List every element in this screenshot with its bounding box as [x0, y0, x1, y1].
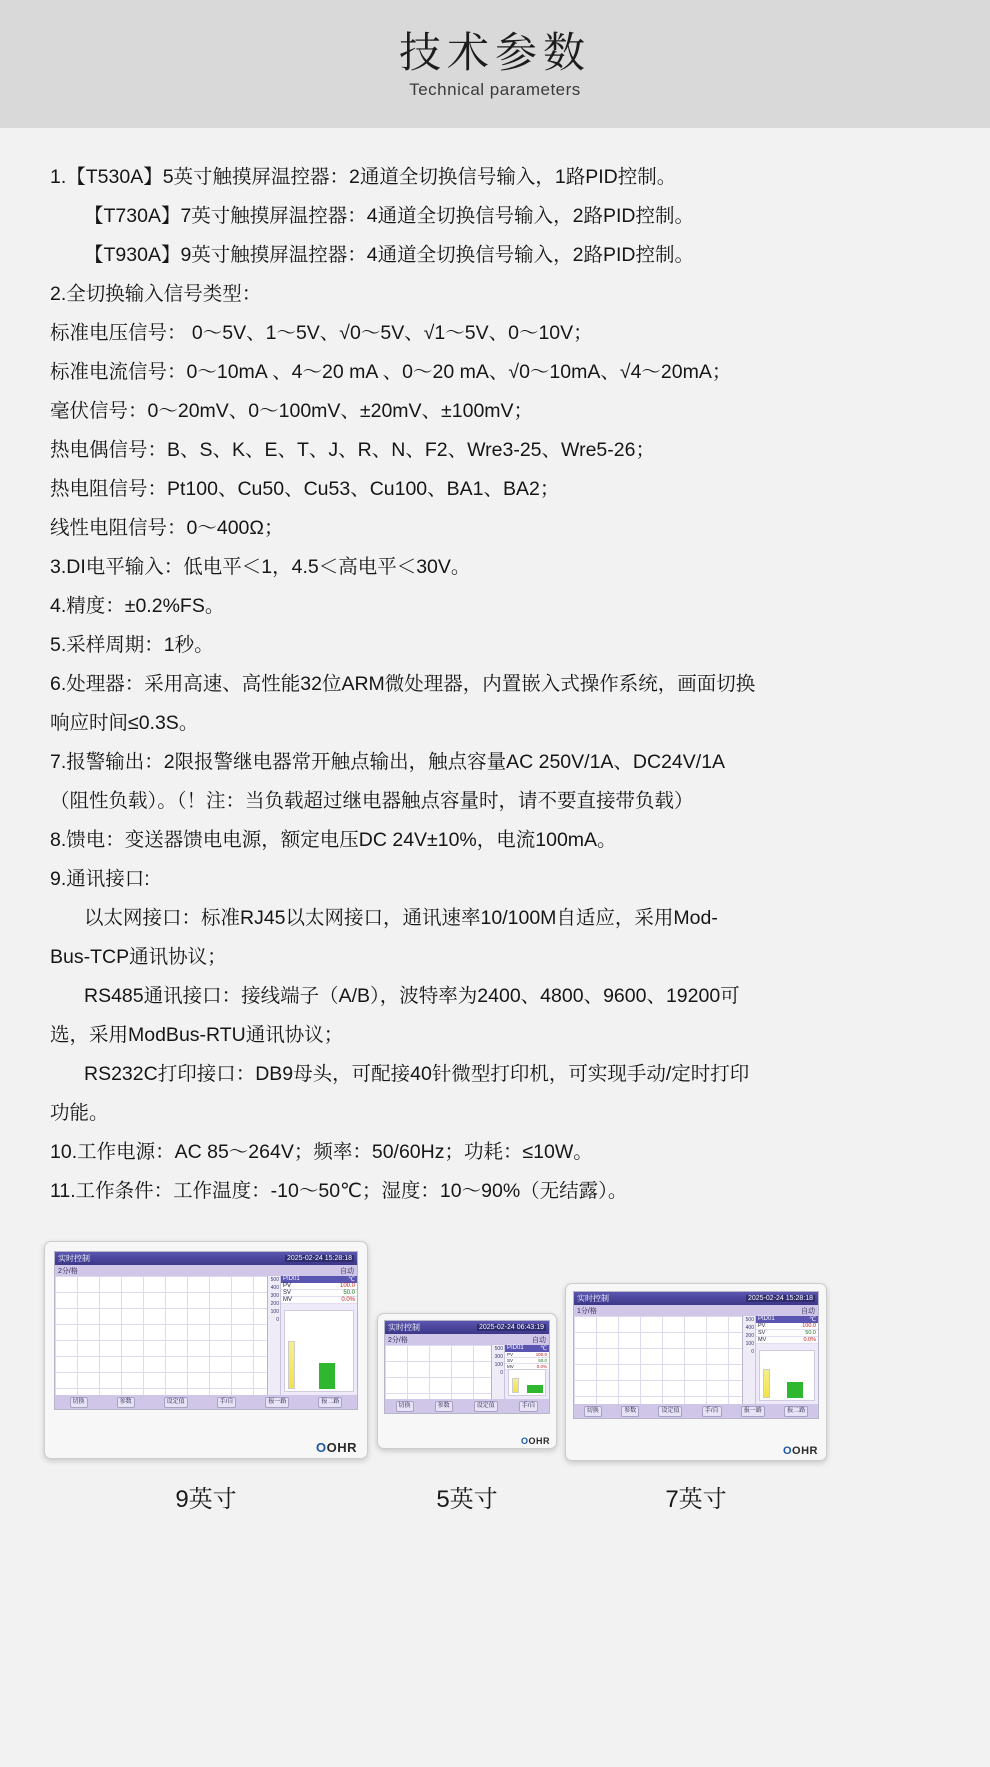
pid-row-value: 100.0	[339, 1283, 355, 1289]
device-7inch	[565, 1283, 827, 1461]
pid-row-mv	[756, 1337, 818, 1344]
screen-button-alarm2[interactable]: 报二路	[318, 1397, 342, 1408]
spec-line: 4.精度：±0.2%FS。	[50, 595, 225, 617]
screen-button-manual-auto[interactable]: 手/自	[217, 1397, 237, 1408]
spec-line: 选，采用ModBus-RTU通讯协议；	[50, 1024, 344, 1046]
screen-mode: 自动	[340, 1267, 354, 1275]
pid-row-mv	[281, 1297, 357, 1304]
screen-titlebar	[385, 1321, 549, 1334]
pid-row-key: MV	[283, 1297, 292, 1303]
pid-unit-label: ℃	[809, 1317, 816, 1323]
spec-line: 1.【T530A】5英寸触摸屏温控器：2通道全切换信号输入，1路PID控制。	[50, 166, 677, 188]
screen-button-params[interactable]: 参数	[117, 1397, 135, 1408]
pid-row-value: 100.0	[535, 1352, 547, 1357]
spec-line: 热电阻信号：Pt100、Cu50、Cu53、Cu100、BA1、BA2；	[50, 478, 560, 500]
pid-row-pv	[756, 1323, 818, 1330]
page-title-cn: 技术参数	[398, 28, 591, 76]
pid-row-value: 0.0%	[341, 1297, 355, 1303]
screen-timestamp: 2025-02-24 15:28:18	[287, 1255, 352, 1262]
brand-logo: OOHR	[520, 1436, 550, 1446]
device-9inch	[44, 1241, 368, 1459]
spec-line: 5.采样周期：1秒。	[50, 634, 214, 656]
screen-button-setpoint[interactable]: 设定值	[658, 1406, 682, 1417]
caption-9inch: 9英寸	[175, 1486, 237, 1513]
brand-text: OHR	[528, 1436, 550, 1446]
screen-button-manual-auto[interactable]: 手/自	[702, 1406, 722, 1417]
trend-grid	[55, 1276, 268, 1395]
trend-scale: 500 400 300 200 100 0	[268, 1276, 281, 1395]
screen-body	[574, 1316, 818, 1404]
pid-row-value: 100.0	[802, 1323, 816, 1329]
caption-7inch: 7英寸	[665, 1486, 727, 1513]
spec-line: 【T930A】9英寸触摸屏温控器：4通道全切换信号输入，2路PID控制。	[84, 244, 694, 266]
spec-line: 7.报警输出：2限报警继电器常开触点输出，触点容量AC 250V/1A、DC24V/1A	[50, 751, 726, 773]
spec-line: 响应时间≤0.3S。	[50, 712, 199, 734]
spec-line: 3.DI电平输入：低电平＜1，4.5＜高电平＜30V。	[50, 556, 471, 578]
product-gallery	[0, 1241, 990, 1541]
screen-body	[55, 1276, 357, 1395]
pid-gauge	[759, 1350, 815, 1401]
pid-row-sv	[756, 1330, 818, 1337]
screen-title: 实时控制	[388, 1323, 420, 1332]
trend-scale: 500 400 200 100 0	[743, 1316, 756, 1404]
pid-row-key: PV	[758, 1323, 766, 1329]
screen-body	[385, 1345, 549, 1399]
pid-panel-header	[281, 1276, 357, 1283]
pid-row-key: SV	[283, 1290, 292, 1296]
screen-titlebar	[574, 1292, 818, 1305]
screen-titlebar	[55, 1252, 357, 1265]
page-header	[0, 0, 990, 128]
pid-row-pv	[281, 1283, 357, 1290]
spec-line: 标准电压信号： 0～5V、1～5V、√0～5V、√1～5V、0～10V；	[50, 322, 593, 344]
device-5inch-screen	[384, 1320, 550, 1414]
screen-mode: 自动	[532, 1336, 546, 1344]
pid-panel	[281, 1276, 357, 1395]
pid-row-key: MV	[507, 1364, 514, 1369]
pid-channel-label: PID01	[507, 1345, 524, 1351]
screen-button-manual-auto[interactable]: 手/自	[519, 1401, 539, 1412]
pid-channel-label: PID01	[283, 1276, 300, 1282]
screen-subbar	[55, 1265, 357, 1276]
gauge-scale-bar	[288, 1341, 295, 1389]
screen-timebase: 2分/格	[388, 1336, 408, 1344]
pid-panel	[756, 1316, 818, 1404]
spec-line: 热电偶信号：B、S、K、E、T、J、R、N、F2、Wre3-25、Wre5-26；	[50, 439, 655, 461]
pid-panel	[505, 1345, 549, 1399]
gauge-output-bar	[527, 1385, 543, 1393]
device-7inch-screen	[573, 1291, 819, 1419]
pid-row-value: 50.0	[805, 1330, 816, 1336]
brand-text: OHR	[792, 1445, 818, 1457]
brand-logo: OOHR	[315, 1440, 357, 1455]
pid-row-key: SV	[507, 1358, 514, 1363]
spec-line: 线性电阻信号：0～400Ω；	[50, 517, 284, 539]
spec-line: 以太网接口：标准RJ45以太网接口，通讯速率10/100M自适应，采用Mod-	[84, 907, 718, 929]
screen-timestamp: 2025-02-24 15:28:18	[748, 1295, 813, 1302]
gauge-output-bar	[787, 1382, 803, 1398]
device-9inch-screen	[54, 1251, 358, 1410]
screen-button-params[interactable]: 参数	[621, 1406, 639, 1417]
screen-timestamp: 2025-02-24 06:43:19	[479, 1324, 544, 1331]
pid-row-sv	[281, 1290, 357, 1297]
screen-subbar	[574, 1305, 818, 1316]
spec-line: RS485通讯接口：接线端子（A/B），波特率为2400、4800、9600、19200可	[84, 985, 740, 1007]
pid-row-key: PV	[507, 1352, 514, 1357]
pid-row-key: MV	[758, 1337, 767, 1343]
screen-title: 实时控制	[58, 1254, 90, 1263]
screen-button-alarm1[interactable]: 报一路	[265, 1397, 289, 1408]
trend-grid	[385, 1345, 492, 1399]
pid-gauge	[284, 1310, 354, 1392]
spec-line: 2.全切换输入信号类型：	[50, 283, 262, 305]
gauge-scale-bar	[512, 1378, 519, 1393]
screen-button-setpoint[interactable]: 设定值	[164, 1397, 188, 1408]
brand-text: OHR	[326, 1440, 357, 1455]
pid-channel-label: PID01	[758, 1316, 775, 1322]
pid-row-key: PV	[283, 1283, 292, 1289]
screen-buttonbar	[385, 1399, 549, 1413]
pid-unit-label: ℃	[348, 1277, 355, 1283]
screen-button-params[interactable]: 参数	[435, 1401, 453, 1412]
pid-row-value: 0.0%	[536, 1364, 547, 1369]
brand-logo: OOHR	[782, 1445, 818, 1457]
screen-buttonbar	[55, 1395, 357, 1409]
screen-timebase: 1分/格	[577, 1307, 597, 1315]
trend-scale: 500 300 100 0	[492, 1345, 505, 1399]
page-title-en: Technical parameters	[409, 80, 581, 100]
spec-list	[0, 128, 990, 1211]
pid-row-value: 0.0%	[803, 1337, 816, 1343]
spec-line: 标准电流信号：0～10mA 、4～20 mA 、0～20 mA、√0～10mA、√4～20mA；	[50, 361, 732, 383]
screen-button-alarm1[interactable]: 报一路	[741, 1406, 765, 1417]
gauge-scale-bar	[763, 1369, 770, 1398]
screen-subbar	[385, 1334, 549, 1345]
spec-line: 9.通讯接口:	[50, 868, 150, 890]
screen-title: 实时控制	[577, 1294, 609, 1303]
trend-grid	[574, 1316, 743, 1404]
spec-line: Bus-TCP通讯协议；	[50, 946, 227, 968]
spec-line: 毫伏信号：0～20mV、0～100mV、±20mV、±100mV；	[50, 400, 534, 422]
spec-line: （阻性负载）。（！注：当负载超过继电器触点容量时，请不要直接带负载）	[50, 790, 694, 812]
spec-line: RS232C打印接口：DB9母头，可配接40针微型打印机，可实现手动/定时打印	[84, 1063, 750, 1085]
screen-mode: 自动	[801, 1307, 815, 1315]
spec-line: 8.馈电：变送器馈电电源，额定电压DC 24V±10%，电流100mA。	[50, 829, 617, 851]
pid-unit-label: ℃	[540, 1346, 547, 1352]
pid-row-value: 50.0	[343, 1290, 355, 1296]
spec-line: 6.处理器：采用高速、高性能32位ARM微处理器，内置嵌入式操作系统，画面切换	[50, 673, 756, 695]
pid-row-value: 50.0	[538, 1358, 547, 1363]
pid-panel-header	[505, 1345, 549, 1352]
pid-gauge	[508, 1369, 546, 1396]
spec-line: 【T730A】7英寸触摸屏温控器：4通道全切换信号输入，2路PID控制。	[84, 205, 694, 227]
pid-row-key: SV	[758, 1330, 766, 1336]
screen-button-switch[interactable]: 切换	[584, 1406, 602, 1417]
pid-panel-header	[756, 1316, 818, 1323]
spec-line: 11.工作条件：工作温度：-10～50℃；湿度：10～90%（无结露）。	[50, 1180, 628, 1202]
screen-button-alarm2[interactable]: 报二路	[784, 1406, 808, 1417]
screen-timebase: 2分/格	[58, 1267, 78, 1275]
spec-line: 功能。	[50, 1102, 109, 1124]
device-5inch	[377, 1313, 557, 1449]
screen-buttonbar	[574, 1404, 818, 1418]
caption-5inch: 5英寸	[436, 1486, 498, 1513]
spec-line: 10.工作电源：AC 85～264V；频率：50/60Hz；功耗：≤10W。	[50, 1141, 593, 1163]
screen-button-setpoint[interactable]: 设定值	[474, 1401, 498, 1412]
gauge-output-bar	[319, 1363, 335, 1389]
screen-button-switch[interactable]: 切换	[396, 1401, 414, 1412]
screen-button-switch[interactable]: 切换	[70, 1397, 88, 1408]
